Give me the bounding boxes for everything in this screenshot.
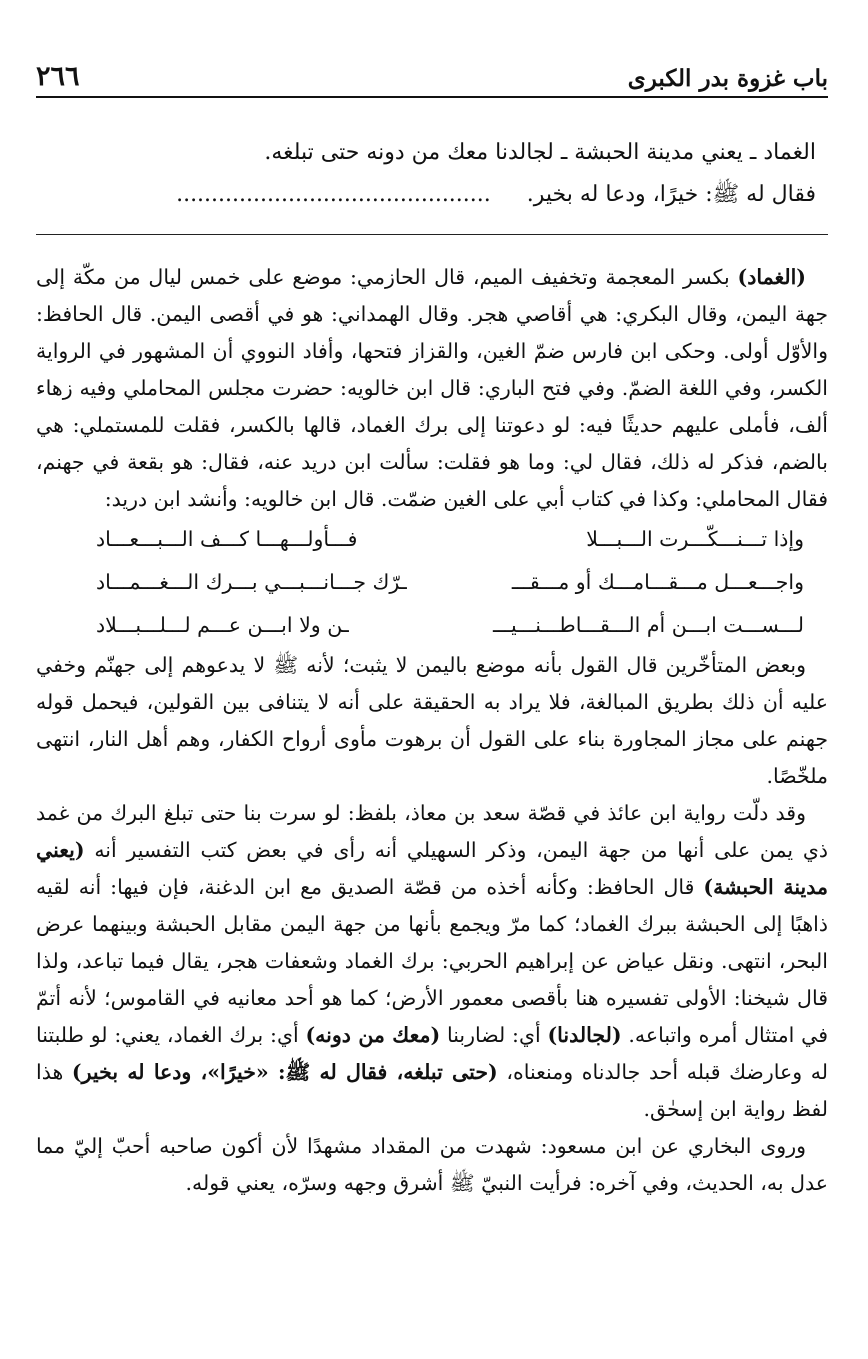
quoted-phrase: (معك من دونه) bbox=[305, 1023, 441, 1047]
hadith-text bbox=[36, 98, 828, 216]
hadith-line-1: الغماد ـ يعني مدينة الحبشة ـ لجالدنا معك من دونه حتى تبلغه. bbox=[264, 140, 816, 165]
verse-first-hemistich: واجـــعـــل مـــقـــامـــك أو مـــقـــ bbox=[511, 570, 804, 594]
poem-verse bbox=[96, 561, 804, 604]
hadith-line-2-text: فقال له ﷺ: خيرًا، ودعا له بخير. bbox=[526, 182, 816, 207]
verse-second-hemistich: ـرّك جـــانـــبـــي بـــرك الـــغـــمـــاد bbox=[96, 570, 407, 594]
paragraph-3-text-g: أي: برك الغماد، يعني: لو طلبتنا له وعارضك قبله أحد جالدناه ومنعناه، bbox=[36, 1023, 828, 1084]
verse-first-hemistich: لـــســـت ابـــن أم الـــقـــاطـــنـــيـــ bbox=[493, 613, 804, 637]
quoted-phrase: (يعني مدينة الحبشة) bbox=[36, 838, 828, 899]
poem bbox=[96, 518, 804, 647]
quoted-phrase: (حتى تبلغه، فقال له ﷺ: «خيرًا»، ودعا له بخير) bbox=[71, 1060, 498, 1084]
quoted-phrase: (لجالدنا) bbox=[547, 1023, 622, 1047]
verse-second-hemistich: فـــأولـــهـــا كـــف الـــبـــعـــاد bbox=[96, 527, 358, 551]
term-ghimad: (الغماد) bbox=[737, 265, 806, 289]
paragraph-3-text-a: وقد دلّت رواية ابن عائذ في قصّة سعد بن معاذ، بلفظ: لو سرت بنا حتى تبلغ البرك من غمد ذي يمن على أنها من جهة اليمن، وذكر السهيلي أنه رأى في بعض كتب التفسير أنه bbox=[36, 801, 828, 862]
verse-second-hemistich: ـن ولا ابـــن عـــم لـــلـــبـــلاد bbox=[96, 613, 349, 637]
paragraph-3-text-i: هذا لفظ رواية ابن إسحٰق. bbox=[36, 1060, 828, 1121]
commentary-paragraph-1 bbox=[36, 259, 828, 518]
paragraph-1-text: بكسر المعجمة وتخفيف الميم، قال الحازمي: موضع على خمس ليال من مكّة إلى جهة اليمن، وقال البكري: هي أقاصي هجر. وقال الهمداني: هو في أقصى اليمن. قال الحافظ: والأوّل أولى. وحكى ابن فارس ضمّ الغين، والقزاز فتحها، وأفاد النووي أن المشهور في الرواية الكسر، وفي اللغة الضمّ. وفي فتح الباري: قال ابن خالويه: حضرت مجلس المحاملي وفيه زهاء ألف، فأملى عليهم حديثًا فيه: لو دعوتنا إلى برك الغماد، قالها بالكسر، فقلت للمستملي: هي بالضم، فذكر له ذلك، فقال لي: وما هو فقلت: سألت ابن دريد عنه، فقال: هو بقعة في جهنم، فقال المحاملي: وكذا في كتاب أبي على الغين ضمّت. قال ابن خالويه: وأنشد ابن دريد: bbox=[36, 265, 828, 511]
verse-first-hemistich: وإذا تـــنـــكّـــرت الـــبـــلا bbox=[586, 527, 804, 551]
page-number: ٢٦٦ bbox=[36, 61, 80, 92]
commentary bbox=[36, 259, 828, 1202]
commentary-paragraph-3 bbox=[36, 795, 828, 1128]
page-header bbox=[36, 52, 828, 92]
paragraph-3-text-c: قال الحافظ: وكأنه أخذه من قصّة الصديق مع ابن الدغنة، فإن فيها: أنه لقيه ذاهبًا إلى الحبشة ببرك الغماد؛ كما مرّ ويجمع بأنها من جهة اليمن مقابل الحبشة وبينهما عرض البحر، انتهى. ونقل عياض عن إبراهيم الحربي: برك الغماد وشعفات هجر، يقال فيما تباعد، ولذا قال شيخنا: الأولى تفسيره هنا بأقصى معمور الأرض؛ كما هو أحد معانيه في القاموس؛ لأنه أتمّ في امتثال أمره واتباعه. bbox=[36, 875, 828, 1047]
commentary-paragraph-4: وروى البخاري عن ابن مسعود: شهدت من المقداد مشهدًا لأن أكون صاحبه أحبّ إليّ مما عدل به، الحديث، وفي آخره: فرأيت النبيّ ﷺ أشرق وجهه وسرّه، يعني قوله. bbox=[36, 1134, 828, 1195]
commentary-separator bbox=[36, 234, 828, 235]
commentary-paragraph-2: وبعض المتأخّرين قال القول بأنه موضع باليمن لا يثبت؛ لأنه ﷺ لا يدعوهم إلى جهنّم وخفي عليه أن ذلك بطريق المبالغة، فلا يراد به الحقيقة على أنه لا يتنافى بين القولين، فيحمل قوله جهنم على مجاز المجاورة بناء على القول أن برهوت مأوى أرواح الكفار، وهم أهل النار، انتهى ملخّصًا. bbox=[36, 653, 828, 788]
paragraph-3-text-e: أي: لضاربنا bbox=[440, 1023, 548, 1047]
poem-verse bbox=[96, 604, 804, 647]
poem-verse bbox=[96, 518, 804, 561]
hadith-line-2 bbox=[36, 174, 816, 216]
ellipsis-dots: ............................................. bbox=[176, 182, 491, 207]
running-title: باب غزوة بدر الكبرى bbox=[627, 65, 828, 92]
